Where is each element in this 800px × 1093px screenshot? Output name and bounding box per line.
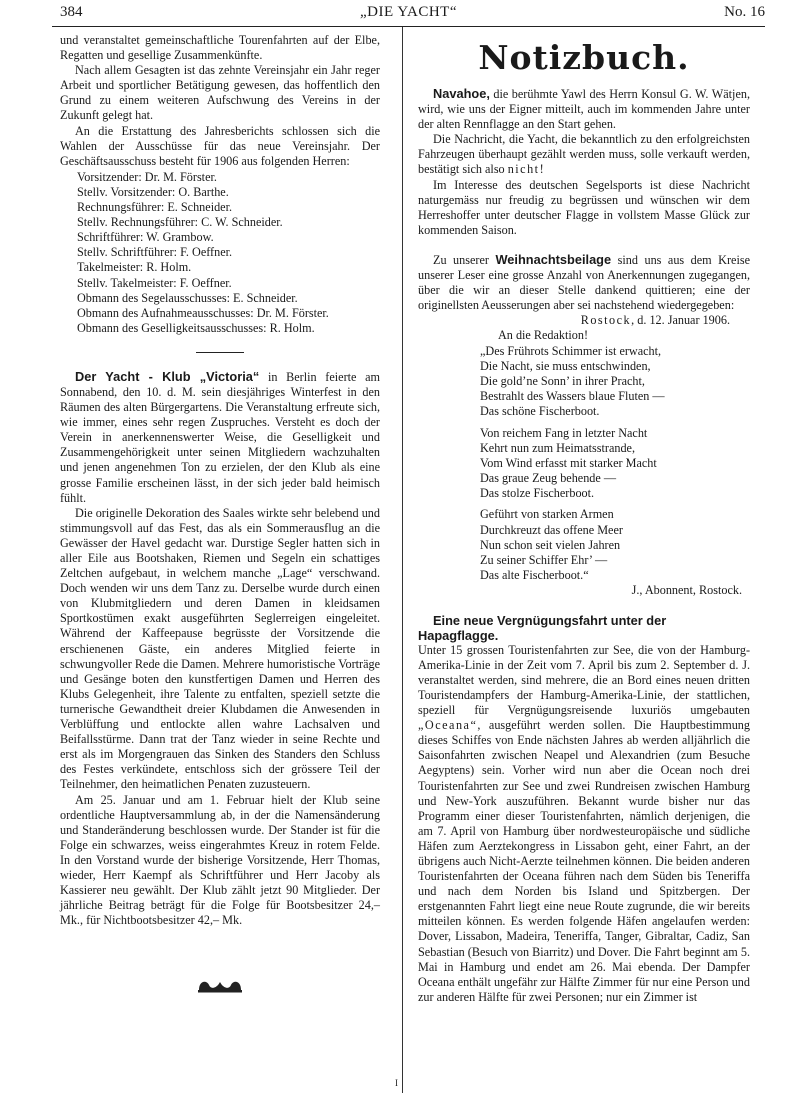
paragraph: Nach allem Gesagten ist das zehnte Vereinsjahr ein Jahr reger Arbeit und sportlicher Betätigung gewesen, das hoffentlich den Grund zu einem weiteren Aufschwung des Vereins in der Zukunft gelegt hat. <box>60 63 380 123</box>
poem-line: Bestrahlt des Wassers blaue Fluten — <box>480 389 665 404</box>
poem-line: Das schöne Fischerboot. <box>480 404 600 419</box>
poem-line: Das alte Fischerboot.“ <box>480 568 589 583</box>
article-heading: Der Yacht - Klub „Victoria“ <box>75 368 260 384</box>
paragraph-text: Unter 15 grossen Touristenfahrten zur See, die von der Hamburg-Amerika-Linie in der Zeit vom 7. April bis zum 2. September d. J. veranstaltet werden, sind mehrere, die an Bord eines neuen dritten Touristendampfers der Hamburg-Amerika-Linie, der stattlichen, speziell für Vergnügungsreisende luxuriös umgebauten <box>418 642 750 718</box>
poem-line: Das graue Zeug behende — <box>480 471 617 486</box>
section-title: Notizbuch. <box>478 38 690 77</box>
footer-mark: I <box>395 1078 398 1088</box>
poem <box>418 328 750 583</box>
section-divider <box>196 352 244 353</box>
paragraph-text: sind uns aus dem Kreise unserer Leser eine grosse Anzahl von Anerkennungen zugegangen, über die wir an dieser Stelle dankend quittieren; eine der originellsten Aeusserungen aber sei nachstehend wiedergegeben: <box>418 252 750 313</box>
paragraph: Im Interesse des deutschen Segelsports ist diese Nachricht naturgemäss nur freudig zu begrüssen und wünschen wir dem Herreshoffer unter deutscher Flagge in vollstem Masse Glück zur kommenden Saison. <box>418 177 750 237</box>
paragraph: und veranstaltet gemeinschaftliche Tourenfahrten auf der Elbe, Regatten und gesellige Zusammenkünfte. <box>60 33 380 63</box>
poem-line: „Des Frührots Schimmer ist erwacht, <box>480 343 662 358</box>
poem-line: Geführt von starken Armen <box>480 507 614 522</box>
officer-entry: Stellv. Rechnungsführer: C. W. Schneider. <box>77 215 283 230</box>
paragraph-text: die berühmte Yawl des Herrn Konsul G. W. Wätjen, wird, wie uns der Eigner mitteilt, auch im kommenden Jahre unter der alten Rennflagge an den Start gehen. <box>418 87 750 132</box>
ship-name: „Oceana“ <box>418 718 478 733</box>
page-number: 384 <box>60 4 83 20</box>
officer-entry: Schriftführer: W. Grambow. <box>77 230 214 245</box>
officer-entry: Obmann des Segelausschusses: E. Schneider. <box>77 290 298 305</box>
poem-line: Kehrt nun zum Heimatsstrande, <box>480 440 636 455</box>
column-divider <box>402 27 403 1093</box>
paragraph-text: , ausgeführt werden sollen. Die Hauptbestimmung dieses Schiffes von Ende nächsten Jahres ab werden alljährlich die Saisonfahrten zwischen Neapel und Alexandrien (zum Besuche Aegyptens) sein. Vorher wird nun aber die Ocean noch drei Touristenfahrten zur See und zwei Rundreisen zwischen Hamburg und New-York auszuführen. Bekannt wurde bisher nur das Programm einer dieser Touristenfahrten, nämlich derjenigen, die am 7. April von Hamburg über nordwesteuropäische und südliche Häfen zum Aerztekongress in Lissabon geht, einer Fahrt, an der übrigens auch Nicht-Aerzte teilnehmen können. Die beiden anderen Touristenfahrten der Oceana führen nach dem Süden bis Teneriffa und nach dem Norden bis Island und Spitzbergen. Der erstgenannten Fahrt liegt eine neue Route zugrunde, die wir bereits mitteilen können. Es werden folgende Häfen angelaufen werden: Dover, Lissabon, Madeira, Teneriffa, Tanger, Gibraltar, Cadiz, San Sebastian (Besuch von Biarritz) und Dover. Die Fahrt beginnt am 5. Mai in Hamburg und endet am 26. Mai ebenda. Der Dampfer Oceana enthält ungefähr zur Hälfte Zimmer für nur eine Person und zur anderen Hälfte für zwei Personen; nur ein Zimmer ist <box>418 718 750 1004</box>
paragraph <box>418 86 750 132</box>
header-rule <box>52 26 765 27</box>
officer-entry: Obmann des Geselligkeitsausschusses: R. Holm. <box>77 320 315 335</box>
paragraph <box>60 369 380 506</box>
article-heading: Weihnachtsbeilage <box>495 251 612 267</box>
officer-entry: Stellv. Takelmeister: F. Oeffner. <box>77 275 232 290</box>
poem-line: Die Nacht, sie muss entschwinden, <box>480 358 651 373</box>
poem-line: Die gold’ne Sonn’ in ihrer Pracht, <box>480 373 645 388</box>
right-column <box>418 38 750 1005</box>
paragraph <box>418 252 750 313</box>
letter-date-text: , d. 12. Januar 1906. <box>631 313 730 328</box>
letter-date <box>418 313 750 328</box>
poem-line: Von reichem Fang in letzter Nacht <box>480 425 648 440</box>
officer-entry: Vorsitzender: Dr. M. Förster. <box>77 169 217 184</box>
paragraph-text: Die Nachricht, die Yacht, die bekanntlich zu den erfolgreichsten Fahrzeugen überhaupt gezählt werden muss, solle verkauft werden, bestätigt sich also <box>418 132 750 177</box>
officer-entry: Rechnungsführer: E. Schneider. <box>77 200 233 215</box>
paragraph-text: in Berlin feierte am Sonnabend, den 10. d. M. sein diesjähriges Winterfest in den Räumen des alten Bürgergartens. Die Veranstaltung erfreute sich, wie immer, eines sehr regen Zuspruches. Versteht es doch der Verein in anerkennenswerter Weise, die Geselligkeit und Zusammengehörigkeit unter seinen Mitgliedern wachzuhalten und jenen angenehmen Ton zu erzielen, der den Klub als eine grosse Familie erscheinen lässt, in der sich jeder bald heimisch fühlt. <box>60 369 381 505</box>
poem-line: Das stolze Fischerboot. <box>480 486 595 501</box>
paragraph <box>418 643 750 1005</box>
officer-entry: Obmann des Aufnahmeausschusses: Dr. M. Förster. <box>77 305 329 320</box>
signature: J., Abonnent, Rostock. <box>631 583 742 598</box>
officer-entry: Stellv. Schriftführer: F. Oeffner. <box>77 245 233 260</box>
paragraph: Die originelle Dekoration des Saales wirkte sehr belebend und stimmungsvoll auf das Fest, das als ein Sommerausflug an die Gewässer der Havel gedacht war. Durstige Segler hatten sich in aller Eile aus Bootshaken, Riemen und Segeln ein schattiges Zeltchen aufgebaut, in welchem manche „Lage“ verschwand. Doch wenden wir uns dem Tanz zu. Derselbe wurde durch einen von Klubmitgliedern und deren Damen in kleidsamen Sportkostümen exakt ausgeführten Seglerreigen eingeleitet. Während der Kaffeepause begrüsste der Vorsitzende die erschienenen Gäste, ein anderes Mitglied feierte in schwungvoller Rede die Damen. Mehrere humoristische Vorträge und Gesänge boten den kunstfertigen Damen und Herren des Klubs Gelegenheit, ihre Talente zu entfalten, speziell setzte die turnerische Gewandtheit dreier Klubdamen die Anwesenden in Verblüffung und entlockte allen wahre Lachsalven und Beifallsstürme. Dann trat der Tanz wieder in seine Rechte und erst als im Morgengrauen das Sinken des Standers den Schluss des Festes verkündete, entschloss sich der grössere Teil der Teilnehmer, den heimatlichen Penaten zuzusteuern. <box>60 505 380 792</box>
emphasis-text: nicht! <box>507 162 546 177</box>
poem-line: An die Redaktion! <box>498 328 589 343</box>
left-column <box>60 33 380 998</box>
paragraph: Am 25. Januar und am 1. Februar hielt der Klub seine ordentliche Hauptversammlung ab, in der die Namensänderung und Standeränderung beschlossen wurde. Der Stander ist für die Folge ein schwarzes, weiss eingerahmtes Kreuz in rotem Felde. In den Vorstand wurde der bisherige Vorsitzende, Herr Thomas, wieder, Herr Kaempf als Schriftführer und Herr Jacoby als Kassierer neu gewählt. Der Klub zählt jetzt 90 Mitglieder. Der jährliche Beitrag beträgt für die Folge für Bootsbesitzer 24,– Mk., für Nichtbootsbesitzer 42,– Mk. <box>60 792 380 928</box>
ornament-icon <box>60 976 380 998</box>
poem-line: Vom Wind erfasst mit starker Macht <box>480 455 657 470</box>
journal-title: „DIE YACHT“ <box>359 4 457 20</box>
poem-line: Zu seiner Schiffer Ehr’ — <box>480 553 608 568</box>
poem-line: Nun schon seit vielen Jahren <box>480 537 621 552</box>
paragraph: An die Erstattung des Jahresberichts schlossen sich die Wahlen der Ausschüsse für das neue Vereinsjahr. Der Geschäftsausschuss besteht für 1906 aus folgenden Herren: <box>60 123 380 168</box>
letter-place: Rostock <box>580 313 632 328</box>
article-heading: Navahoe, <box>433 86 490 101</box>
officer-entry: Takelmeister: R. Holm. <box>77 260 192 275</box>
paragraph <box>418 132 750 177</box>
poem-line: Durchkreuzt das offene Meer <box>480 522 623 537</box>
article-heading: Eine neue Vergnügungsfahrt unter der Hapagflagge. <box>418 612 667 643</box>
page-header <box>52 4 765 26</box>
officer-list <box>60 170 380 336</box>
issue-number: No. 16 <box>724 4 765 20</box>
officer-entry: Stellv. Vorsitzender: O. Barthe. <box>77 184 229 199</box>
paragraph-text: Zu unserer <box>433 252 489 267</box>
